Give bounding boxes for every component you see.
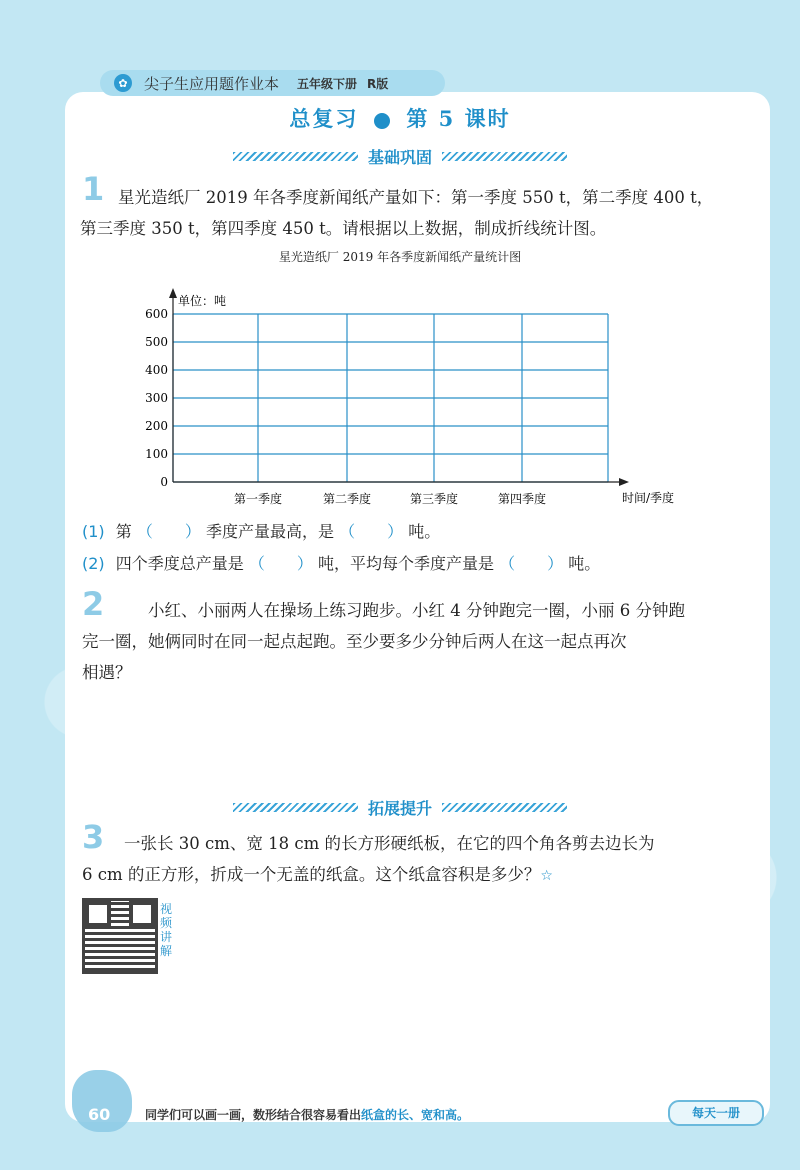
sub-question-number: (1): [82, 522, 105, 541]
page-footer: [0, 1100, 800, 1130]
question-2-line-3: 相遇？: [82, 663, 132, 682]
question-1-line-1: 星光造纸厂 2019 年各季度新闻纸产量如下：第一季度 550 t，第二季度 400 t，: [118, 188, 714, 207]
question-1-number: 1: [82, 170, 105, 208]
y-axis-arrow-icon: [169, 288, 177, 298]
x-axis-label: 时间/季度: [622, 491, 675, 505]
y-tick-label: 400: [145, 363, 168, 377]
sub-1-text-a: 第: [115, 522, 132, 541]
section-basic-label: 基础巩固: [367, 148, 432, 167]
section-basic: [0, 145, 800, 168]
y-tick-label: 200: [145, 419, 168, 433]
section-extension-label: 拓展提升: [367, 799, 432, 818]
qr-code[interactable]: [82, 898, 158, 974]
sub-1-text-b: 季度产量最高，是: [205, 522, 334, 541]
grade-label: 五年级下册: [297, 76, 358, 91]
section-extension: [0, 796, 800, 819]
y-tick-label: 0: [160, 475, 168, 489]
x-axis-arrow-icon: [619, 478, 629, 486]
sub-2-text-a: 四个季度总产量是: [115, 554, 244, 573]
footer-tip: [145, 1106, 469, 1123]
edition-label: R版: [367, 76, 389, 91]
sub-2-text-b: 吨，平均每个季度产量是: [317, 554, 494, 573]
lesson-number: 第 5 课时: [406, 106, 511, 131]
question-3-line-1: 一张长 30 cm、宽 18 cm 的长方形硬纸板，在它的四个角各剪去边长为: [124, 834, 655, 853]
hatch-divider: [442, 803, 567, 812]
hatch-divider: [233, 803, 358, 812]
question-2-number: 2: [82, 585, 105, 623]
y-axis-unit-label: 单位：吨: [178, 294, 227, 308]
y-tick-label: 500: [145, 335, 168, 349]
answer-blank[interactable]: （ ）: [248, 554, 313, 573]
hatch-divider: [233, 152, 358, 161]
lesson-title: [0, 103, 800, 133]
question-2-text: [82, 595, 768, 688]
x-category-label: 第一季度: [233, 492, 283, 506]
book-logo-icon: ✿: [114, 74, 132, 92]
x-category-label: 第三季度: [409, 492, 459, 506]
answer-blank[interactable]: （ ）: [499, 554, 564, 573]
book-header: [100, 70, 445, 96]
hint-star-icon[interactable]: ☆: [540, 868, 553, 884]
lesson-unit: 总复习: [289, 106, 359, 131]
sub-1-text-c: 吨。: [408, 522, 441, 541]
question-2-line-2: 完一圈，她俩同时在同一起点起跑。至少要多少分钟后两人在这一起点再次: [82, 632, 627, 651]
answer-blank[interactable]: （ ）: [136, 522, 201, 541]
chart-title: 星光造纸厂 2019 年各季度新闻纸产量统计图: [278, 250, 522, 264]
x-category-label: 第四季度: [497, 492, 547, 506]
question-1-sub-1: [82, 517, 440, 547]
sub-question-number: (2): [82, 554, 105, 573]
y-tick-label: 300: [145, 391, 168, 405]
y-tick-label: 100: [145, 447, 168, 461]
answer-blank[interactable]: （ ）: [339, 522, 404, 541]
daily-badge: 每天一册: [668, 1100, 764, 1126]
line-chart-grid[interactable]: [0, 280, 800, 550]
question-1-sub-2: [82, 549, 600, 579]
separator-dot-icon: [374, 113, 390, 129]
question-3-number: 3: [82, 818, 105, 856]
sub-2-text-c: 吨。: [568, 554, 601, 573]
question-3-line-2: 6 cm 的正方形，折成一个无盖的纸盒。这个纸盒容积是多少？: [82, 865, 541, 884]
question-3-text: [82, 828, 774, 892]
x-category-label: 第二季度: [322, 492, 372, 506]
tip-highlight: 纸盒的长、宽和高。: [361, 1108, 470, 1122]
answer-area-3[interactable]: [82, 975, 772, 1075]
tip-text: 同学们可以画一画，数形结合很容易看出: [145, 1108, 362, 1122]
hatch-divider: [442, 152, 567, 161]
book-title: 尖子生应用题作业本: [144, 74, 280, 93]
question-1-text: [80, 182, 768, 244]
video-explanation-label: 视频讲解: [160, 902, 173, 958]
y-tick-label: 600: [145, 307, 168, 321]
answer-area-2[interactable]: [82, 695, 772, 785]
question-2-line-1: 小红、小丽两人在操场上练习跑步。小红 4 分钟跑完一圈，小丽 6 分钟跑: [148, 601, 685, 620]
page-number: 60: [88, 1105, 111, 1124]
question-1-line-2: 第三季度 350 t，第四季度 450 t。请根据以上数据，制成折线统计图。: [80, 219, 607, 238]
